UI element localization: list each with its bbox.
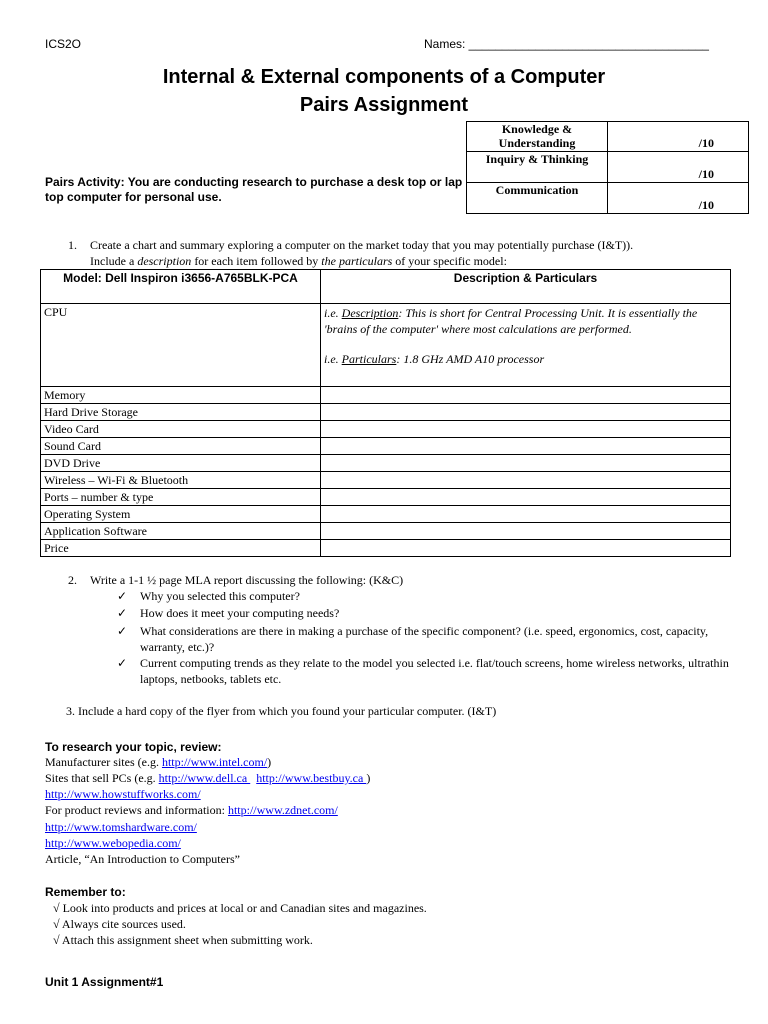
research-heading: To research your topic, review: <box>45 740 222 754</box>
howstuffworks-link[interactable]: http://www.howstuffworks.com/ <box>45 787 201 801</box>
question-1-line2: Include a description for each item followed by the particulars of your specific model: <box>90 254 507 268</box>
chart-row-cell[interactable] <box>321 455 731 472</box>
chart-row-label: Application Software <box>41 523 321 540</box>
tomshardware-link[interactable]: http://www.tomshardware.com/ <box>45 820 197 834</box>
chart-header-model: Model: Dell Inspiron i3656-A765BLK-PCA <box>41 270 321 304</box>
component-chart <box>40 269 731 557</box>
chart-row-label: Memory <box>41 387 321 404</box>
sellers-line: Sites that sell PCs (e.g. http://www.dell.ca http://www.bestbuy.ca ) <box>45 771 371 785</box>
remember-item: √ Attach this assignment sheet when submitting work. <box>53 933 313 947</box>
question-3: 3. Include a hard copy of the flyer from which you found your particular computer. (I&T) <box>66 704 497 718</box>
question-2 <box>68 572 748 588</box>
question-2-text: Write a 1-1 ½ page MLA report discussing the following: (K&C) <box>90 573 404 587</box>
chart-row-label: Sound Card <box>41 438 321 455</box>
article-line: Article, “An Introduction to Computers” <box>45 852 240 866</box>
chart-row-label: DVD Drive <box>41 455 321 472</box>
howstuffworks-line <box>45 787 201 802</box>
chart-row-cell[interactable] <box>321 472 731 489</box>
chart-row-label: Wireless – Wi-Fi & Bluetooth <box>41 472 321 489</box>
chart-row-cell[interactable] <box>321 506 731 523</box>
marks-value-comm: /10 <box>608 183 749 214</box>
page-subtitle: Pairs Assignment <box>299 94 469 116</box>
remember-item: √ Always cite sources used. <box>53 917 186 931</box>
chart-row-label: Operating System <box>41 506 321 523</box>
zdnet-link[interactable]: http://www.zdnet.com/ <box>227 803 338 817</box>
intel-link[interactable]: http://www.intel.com/ <box>161 755 268 769</box>
checkmark-icon: ✓ <box>117 606 128 620</box>
webopedia-line <box>45 836 181 851</box>
pairs-activity-text: Pairs Activity: You are conducting research to purchase a desk top or lap top computer for personal use. <box>45 175 463 204</box>
marks-value-ku: /10 <box>608 122 749 152</box>
chart-row-cell[interactable] <box>321 540 731 557</box>
dell-link[interactable]: http://www.dell.ca <box>158 771 251 785</box>
chart-row-label: Hard Drive Storage <box>41 404 321 421</box>
footer-assignment-label: Unit 1 Assignment#1 <box>45 975 164 989</box>
marks-label-comm: Communication <box>467 183 608 214</box>
chart-row-cell[interactable] <box>321 421 731 438</box>
course-code: ICS2O <box>45 37 82 51</box>
page-title: Internal & External components of a Computer <box>162 66 606 88</box>
marks-label-it: Inquiry & Thinking <box>467 152 608 183</box>
chart-row-cell[interactable] <box>321 489 731 506</box>
chart-row-cell[interactable] <box>321 523 731 540</box>
chart-header-description: Description & Particulars <box>321 270 731 304</box>
bestbuy-link[interactable]: http://www.bestbuy.ca <box>256 771 367 785</box>
chart-row-label: CPU <box>41 304 321 387</box>
chart-cpu-description: i.e. Description: This is short for Central Processing Unit. It is essentially the 'brains of the computer' where most calculations are performed. i.e. Particulars: 1.8 GHz AMD A10 processor <box>321 304 731 387</box>
chart-row-cell[interactable] <box>321 387 731 404</box>
reviews-line: For product reviews and information: http://www.zdnet.com/ <box>45 803 338 817</box>
manufacturer-sites-line: Manufacturer sites (e.g. http://www.intel.com/) <box>45 755 272 769</box>
chart-row-label: Video Card <box>41 421 321 438</box>
checkmark-icon: ✓ <box>117 656 128 670</box>
checkmark-icon: ✓ <box>117 589 128 603</box>
chart-row-label: Price <box>41 540 321 557</box>
checkmark-icon: ✓ <box>117 624 128 638</box>
marks-label-ku: Knowledge & Understanding <box>467 122 608 152</box>
remember-heading: Remember to: <box>45 885 126 899</box>
question-1-number: 1. <box>68 238 77 252</box>
remember-item: √ Look into products and prices at local or and Canadian sites and magazines. <box>53 901 427 915</box>
chart-row-label: Ports – number & type <box>41 489 321 506</box>
chart-row-cell[interactable] <box>321 404 731 421</box>
tomshardware-line <box>45 820 197 835</box>
marks-value-it: /10 <box>608 152 749 183</box>
question-2-number: 2. <box>68 573 77 587</box>
chart-row-cell[interactable] <box>321 438 731 455</box>
marks-table <box>466 121 749 214</box>
names-field-label: Names: ____________________________________ <box>424 37 709 51</box>
question-1-line1: Create a chart and summary exploring a computer on the market today that you may potentially purchase (I&T)). <box>90 238 634 252</box>
webopedia-link[interactable]: http://www.webopedia.com/ <box>45 836 181 850</box>
